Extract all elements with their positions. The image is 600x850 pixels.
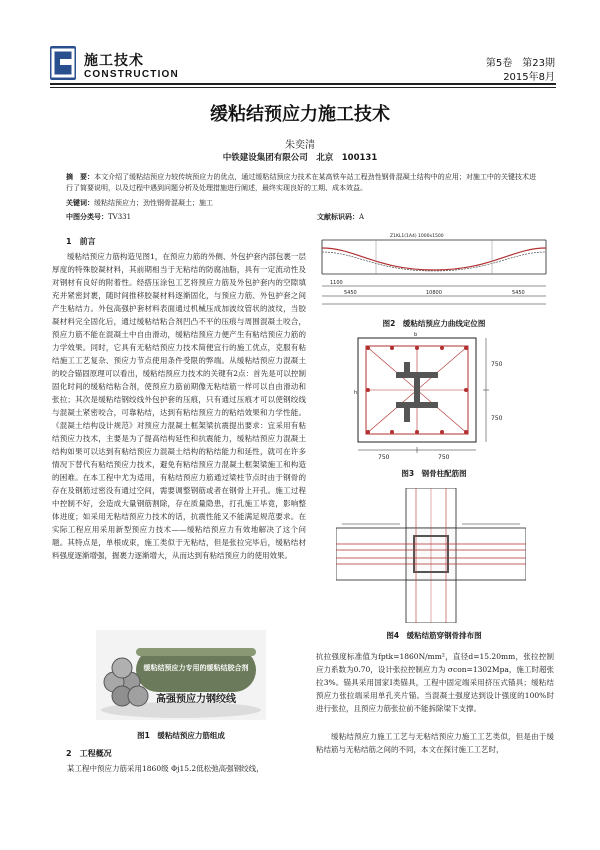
fig3-steel-flange-bottom: [396, 402, 438, 408]
journal-logo: [50, 46, 76, 80]
figure-2-caption: 图2 缓粘结预应力曲线定位图: [382, 319, 486, 328]
right-column-body-2: 缓粘结预应力施工工艺与无粘结预应力施工工艺类似，但是由于缓粘结筋与无粘结筋之间的不同，本文在探讨施工工艺时，: [316, 732, 554, 754]
fig3-rebar: [464, 346, 468, 350]
clc-label: 中图分类号：: [66, 213, 108, 221]
fig3-steel-web: [414, 378, 420, 402]
fig2-beam-label: Z1KL1(1A4) 1000x1500: [390, 234, 444, 239]
doc-code-value: A: [359, 213, 365, 221]
fig2-dim-5450-right: 5450: [512, 290, 525, 296]
fig2-dim-10800: 10800: [426, 290, 442, 296]
fig3-rebar: [366, 346, 370, 350]
fig3-dim-750-left: 750: [378, 454, 390, 461]
figure-1-illustration: [96, 630, 266, 720]
fig3-steel-flange-top: [396, 372, 438, 378]
keywords-text: 缓粘结预应力；劲性钢骨混凝土；施工: [94, 199, 213, 207]
header-rule-thin: [50, 87, 556, 88]
abstract-text: 本文介绍了缓粘结预应力较传统预应力的优点，通过缓粘结预应力技术在某高铁车站工程劲性钢骨混凝土结构中的应用；对施工中的关键技术进行了简要说明，以及过程中遇到问题分析及处理措施进行阐述，最终实现良好的工期、成本效益。: [66, 173, 537, 192]
fig3-rebar: [440, 346, 444, 350]
issue-info: [486, 57, 555, 85]
fig3-rebar: [440, 430, 444, 434]
fig1-strand-3: [112, 658, 132, 678]
figure-3-caption: 图3 钢骨柱配筋图: [401, 469, 467, 478]
fig2-dim-5450-left: 5450: [344, 290, 357, 296]
author: 朱奕清: [285, 140, 315, 151]
journal-name-cn: 施工技术: [84, 53, 144, 69]
clc-number: [66, 212, 131, 222]
logo-mark-icon: [50, 46, 76, 80]
journal-name-en: CONSTRUCTION: [84, 69, 179, 80]
fig3-rebar: [464, 430, 468, 434]
fig3-steel-web-top: [404, 362, 410, 378]
fig2-dim-1100: 1100: [330, 280, 343, 286]
fig3-rebar: [366, 430, 370, 434]
issue-date: 2015年8月: [503, 72, 555, 83]
fig3-rebar: [415, 430, 419, 434]
keywords-label: 关键词：: [66, 199, 94, 207]
header-rule: [50, 83, 556, 85]
section-2-title: 2 工程概况: [66, 749, 112, 758]
fig3-steel-web-bottom: [404, 408, 410, 422]
section-1-body: 缓粘结预应力筋构造见图1，在预应力筋的外侧、外包护套内部包裹一层厚度的特殊胶凝材料，其前期相当于无粘结的防腐油脂，具有一定流动性及对钢材有良好的附着性。经搭压涂包工艺将预应力筋及外包护套内的空隙填充并紧密封裹，随时间推移胶凝材料逐渐固化，与预应力筋、外包护套之间产生粘结力。外包高强护套材料表面通过机械压成加波纹管状的波纹，当胶凝材料完全固化后，通过缓粘结粘合剂凹凸不平的压痕与周围混凝土咬合，预应力筋不能在混凝土中自由滑动，缓粘结预应力便产生有粘结预应力筋的力学效果。同时，它具有无粘结预应力技术简便宜行的施工优点，克服有粘结施工工艺复杂、预应力节点使用条件受限的弊端。从缓粘结预应力混凝土的咬合锚固原理可以看出，缓粘结预应力技术的关键有2点：首先是可以控制固化时间的缓粘结粘合剂，使预应力筋前期像无粘结筋一样可以自由滑动和张拉；其次是缓粘结钢绞线外包护套的压痕，只有通过压痕才可以使钢绞线与混凝土紧密咬合，可靠粘结，达到有粘结预应力的粘结效果和力学性能。《混凝土结构设计规范》对预应力混凝土框架梁抗震提出要求：宜采用有粘结预应力技术，主要是为了提高结构延性和抗震能力，缓粘结预应力混凝土结构如果可以达到有粘结预应力混凝土结构的粘结能力和延性，就可在许多情况下替代有粘结预应力技术，避免有粘结预应力混凝土框架梁施工和构造的困难。在本工程中尤为适用，有粘结预应力筋通过梁柱节点时由于钢骨的存在及钢筋过密没有通过空间，需要调整钢筋或者在钢骨上开孔。施工过程中控制不好，会造成大量钢筋割除，存在质量隐患，打孔施工毕竟，影响整体进度；如采用无粘结预应力技术的话，抗震性能又不能满足规范要求。在实际工程应用采用新型预应力技术——缓粘结预应力有效地解决了这个问题。其特点是，单根成束，施工类似于无粘结，但是张拉完毕后，缓粘结材料强度逐渐增强，握裹力逐渐增大，从而达到有粘结预应力的使用效果。: [52, 252, 306, 560]
fig3-rebar: [366, 388, 370, 392]
fig3-rebar: [390, 346, 394, 350]
fig3-rebar: [390, 430, 394, 434]
fig3-dim-750-lower: 750: [491, 415, 503, 422]
paper-title: 缓粘结预应力施工技术: [210, 104, 390, 125]
fig2-tendon-curve: [322, 248, 546, 270]
fig3-rebar: [415, 346, 419, 350]
figure-4-caption: 图4 缓粘结筋穿钢骨排布图: [386, 631, 482, 640]
fig3-dim-750-upper: 750: [491, 361, 503, 368]
fig3-dim-750-right: 750: [438, 454, 450, 461]
fig3-label-b: b: [414, 332, 418, 338]
right-column-body-1: 抗拉强度标准值为fptk=1860N/mm²，直径d=15.20mm，张拉控制应力系数为0.70，设计张拉控制应力为 σcon=1302Mpa，施工时超张拉3%。锚具采用国家I类锚具，工程中固定端采用挤压式锚具；缓粘结预应力张拉端采用单孔夹片锚。当混凝土强度达到设计强度的100%时进行张拉，且预应力筋张拉前不能拆除梁下支撑。: [316, 652, 554, 713]
figure-4-drawing: [336, 488, 526, 623]
abstract: [66, 172, 536, 194]
fig1-label-strand: 高强预应力钢绞线: [156, 694, 236, 705]
doc-code-label: 文献标识码：: [317, 213, 359, 221]
abstract-label: 摘 要：: [66, 173, 95, 181]
section-2-body: 某工程中预应力筋采用1860级 Φj15.2低松弛高强钢绞线，: [67, 764, 264, 773]
fig3-label-h: h: [354, 390, 358, 396]
volume-issue: 第5卷 第23期: [485, 58, 555, 69]
keywords: [66, 198, 213, 208]
section-1-title: 1 前言: [66, 237, 96, 246]
fig1-sheath-highlight: [136, 648, 256, 656]
document-code: [317, 212, 364, 222]
clc-value: TV331: [108, 213, 132, 221]
figure-1-caption: 图1 缓粘结预应力筋组成: [137, 731, 225, 740]
figure-3-drawing: [346, 332, 526, 462]
fig1-strand-5: [128, 686, 148, 706]
fig1-label-binder: 缓粘结预应力专用的缓粘结胶合剂: [143, 664, 249, 672]
figure-2-drawing: [316, 230, 552, 315]
affiliation: 中铁建设集团有限公司 北京 100131: [222, 153, 378, 163]
fig3-rebar: [464, 388, 468, 392]
